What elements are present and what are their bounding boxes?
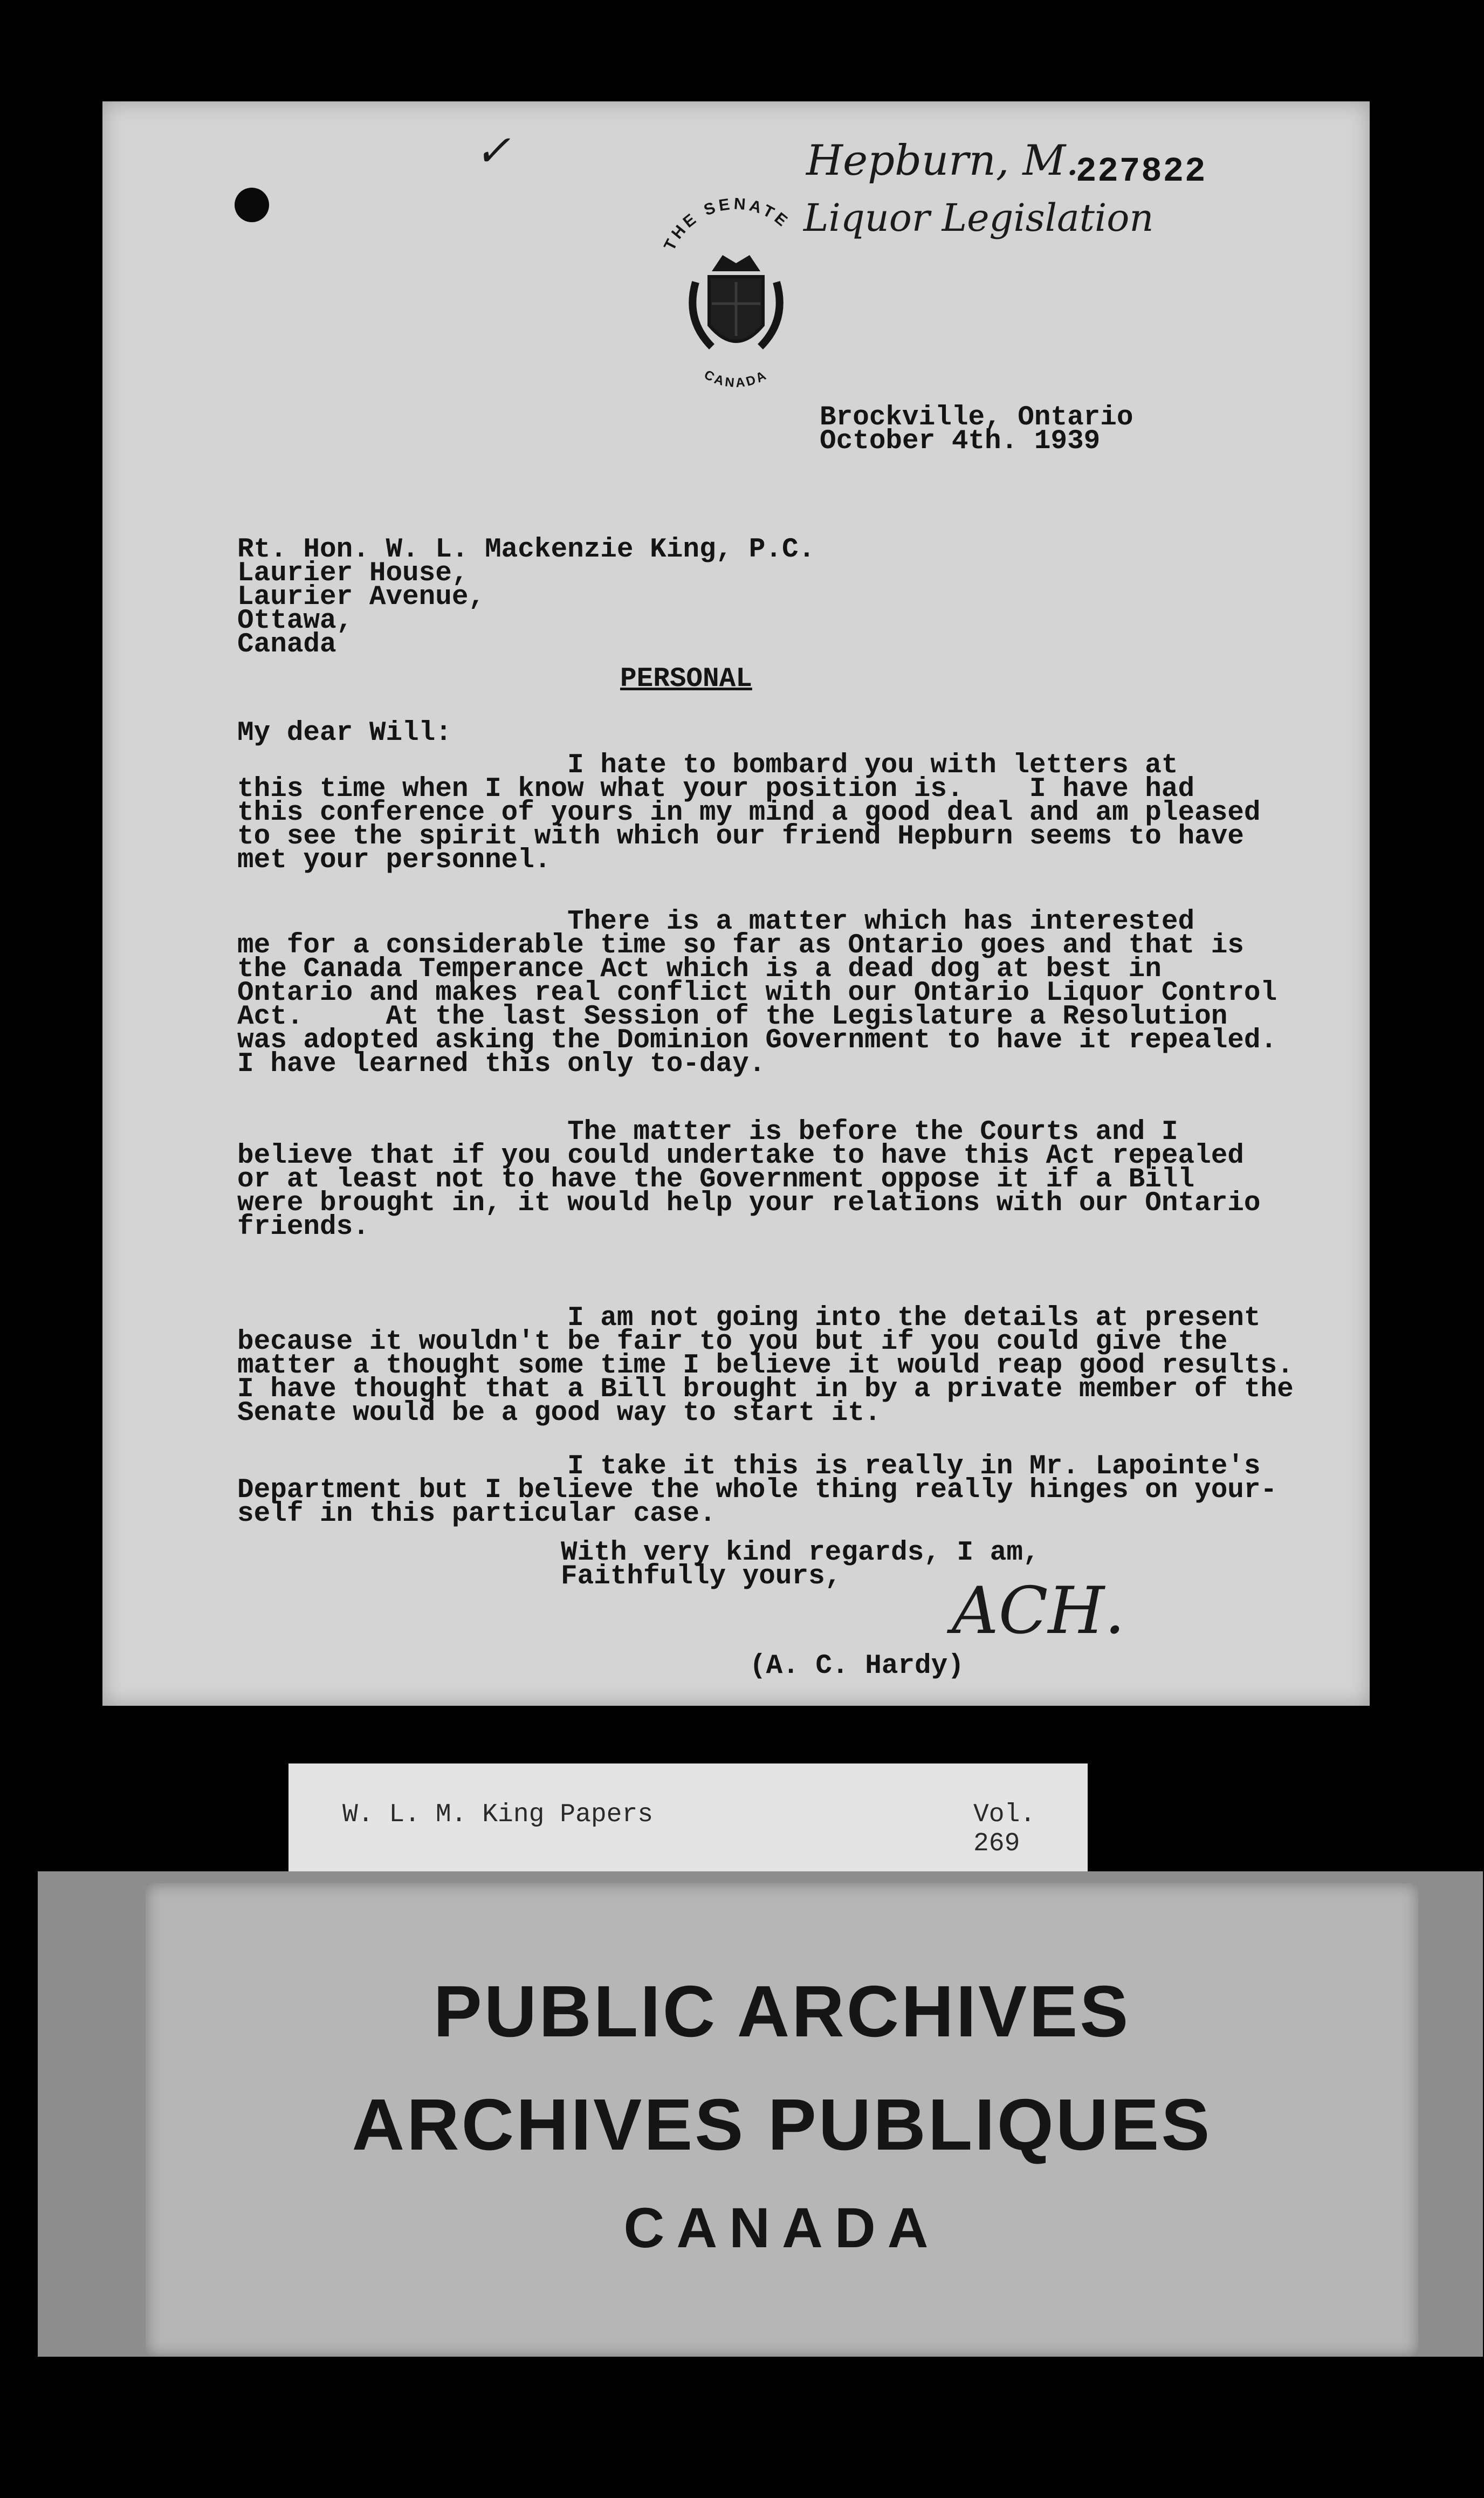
address-line: Canada bbox=[237, 629, 336, 660]
text-line: friends. bbox=[237, 1212, 369, 1243]
place-line: Brockville, Ontario bbox=[820, 402, 1133, 433]
archives-card bbox=[38, 1871, 1483, 2357]
typed-signature: (A. C. Hardy) bbox=[750, 1651, 964, 1682]
letter-page bbox=[102, 101, 1370, 1706]
collection-label-strip bbox=[288, 1763, 1088, 1872]
recipient-address bbox=[237, 534, 815, 660]
text-line: I have thought that a Bill brought in by a private member of the bbox=[237, 1374, 1294, 1405]
punch-hole bbox=[235, 188, 269, 222]
text-line: this time when I know what your position is. I have had bbox=[237, 774, 1195, 805]
text-line: me for a considerable time so far as Ontario goes and that is bbox=[237, 930, 1244, 961]
text-line: I take it this is really in Mr. Lapointe's bbox=[237, 1451, 1261, 1482]
archives-country: CANADA bbox=[623, 2197, 940, 2260]
text-line: Senate would be a good way to start it. bbox=[237, 1398, 881, 1429]
crest-top-text: THE SENATE bbox=[661, 196, 793, 253]
address-line: Rt. Hon. W. L. Mackenzie King, P.C. bbox=[237, 534, 815, 565]
text-line: I am not going into the details at present bbox=[237, 1303, 1261, 1334]
body-paragraph-2 bbox=[237, 907, 1277, 1080]
text-line: Act. At the last Session of the Legislature a Resolution bbox=[237, 1001, 1228, 1032]
date-line: October 4th. 1939 bbox=[820, 426, 1101, 457]
text-line: to see the spirit with which our friend Hepburn seems to have bbox=[237, 821, 1244, 852]
place-date-block bbox=[820, 402, 1133, 457]
folio-number: 227822 bbox=[1076, 153, 1207, 191]
salutation: My dear Will: bbox=[237, 718, 452, 749]
text-line: The matter is before the Courts and I bbox=[237, 1117, 1178, 1148]
text-line: I hate to bombard you with letters at bbox=[237, 750, 1178, 781]
text-line: self in this particular case. bbox=[237, 1499, 716, 1529]
collection-name: W. L. M. King Papers bbox=[342, 1800, 654, 1829]
body-paragraph-5 bbox=[237, 1451, 1277, 1529]
text-line: met your personnel. bbox=[237, 845, 551, 876]
handwritten-annotation-subject: Liquor Legislation bbox=[803, 196, 1154, 240]
archives-title-english: PUBLIC ARCHIVES bbox=[433, 1971, 1131, 2052]
text-line: I have learned this only to-day. bbox=[237, 1049, 766, 1080]
closing-line: Faithfully yours, bbox=[561, 1561, 842, 1592]
handwritten-checkmark: ✓ bbox=[475, 126, 511, 176]
text-line: or at least not to have the Government oppose it if a Bill bbox=[237, 1164, 1195, 1195]
address-line: Laurier House, bbox=[237, 558, 469, 589]
text-line: the Canada Temperance Act which is a dead dog at best in bbox=[237, 954, 1162, 985]
crest-bottom-text: CANADA bbox=[702, 367, 771, 390]
handwritten-signature: ACH. bbox=[952, 1574, 1125, 1649]
text-line: because it wouldn't be fair to you but if you could give the bbox=[237, 1327, 1228, 1357]
text-line: were brought in, it would help your relations with our Ontario bbox=[237, 1188, 1261, 1219]
volume-number: Vol. 269 bbox=[973, 1800, 1036, 1858]
archives-title-french: ARCHIVES PUBLIQUES bbox=[352, 2084, 1212, 2165]
personal-marking: PERSONAL bbox=[620, 664, 752, 695]
address-line: Laurier Avenue, bbox=[237, 582, 485, 613]
address-line: Ottawa, bbox=[237, 606, 353, 636]
body-paragraph-1 bbox=[237, 750, 1261, 876]
text-line: Ontario and makes real conflict with our Ontario Liquor Control bbox=[237, 978, 1277, 1008]
text-line: was adopted asking the Dominion Government to have it repealed. bbox=[237, 1025, 1277, 1056]
text-line: Department but I believe the whole thing really hinges on your- bbox=[237, 1475, 1277, 1506]
closing-line: With very kind regards, I am, bbox=[561, 1538, 1040, 1568]
text-line: matter a thought some time I believe it would reap good results. bbox=[237, 1350, 1294, 1381]
body-paragraph-4 bbox=[237, 1303, 1294, 1429]
text-line: There is a matter which has interested bbox=[237, 907, 1195, 937]
text-line: believe that if you could undertake to have this Act repealed bbox=[237, 1141, 1244, 1171]
archives-envelope bbox=[146, 1883, 1418, 2357]
text-line: this conference of yours in my mind a good deal and am pleased bbox=[237, 798, 1261, 828]
body-paragraph-3 bbox=[237, 1117, 1261, 1243]
senate-crest-icon bbox=[647, 196, 825, 390]
handwritten-annotation-name: Hepburn, M. bbox=[806, 136, 1080, 185]
